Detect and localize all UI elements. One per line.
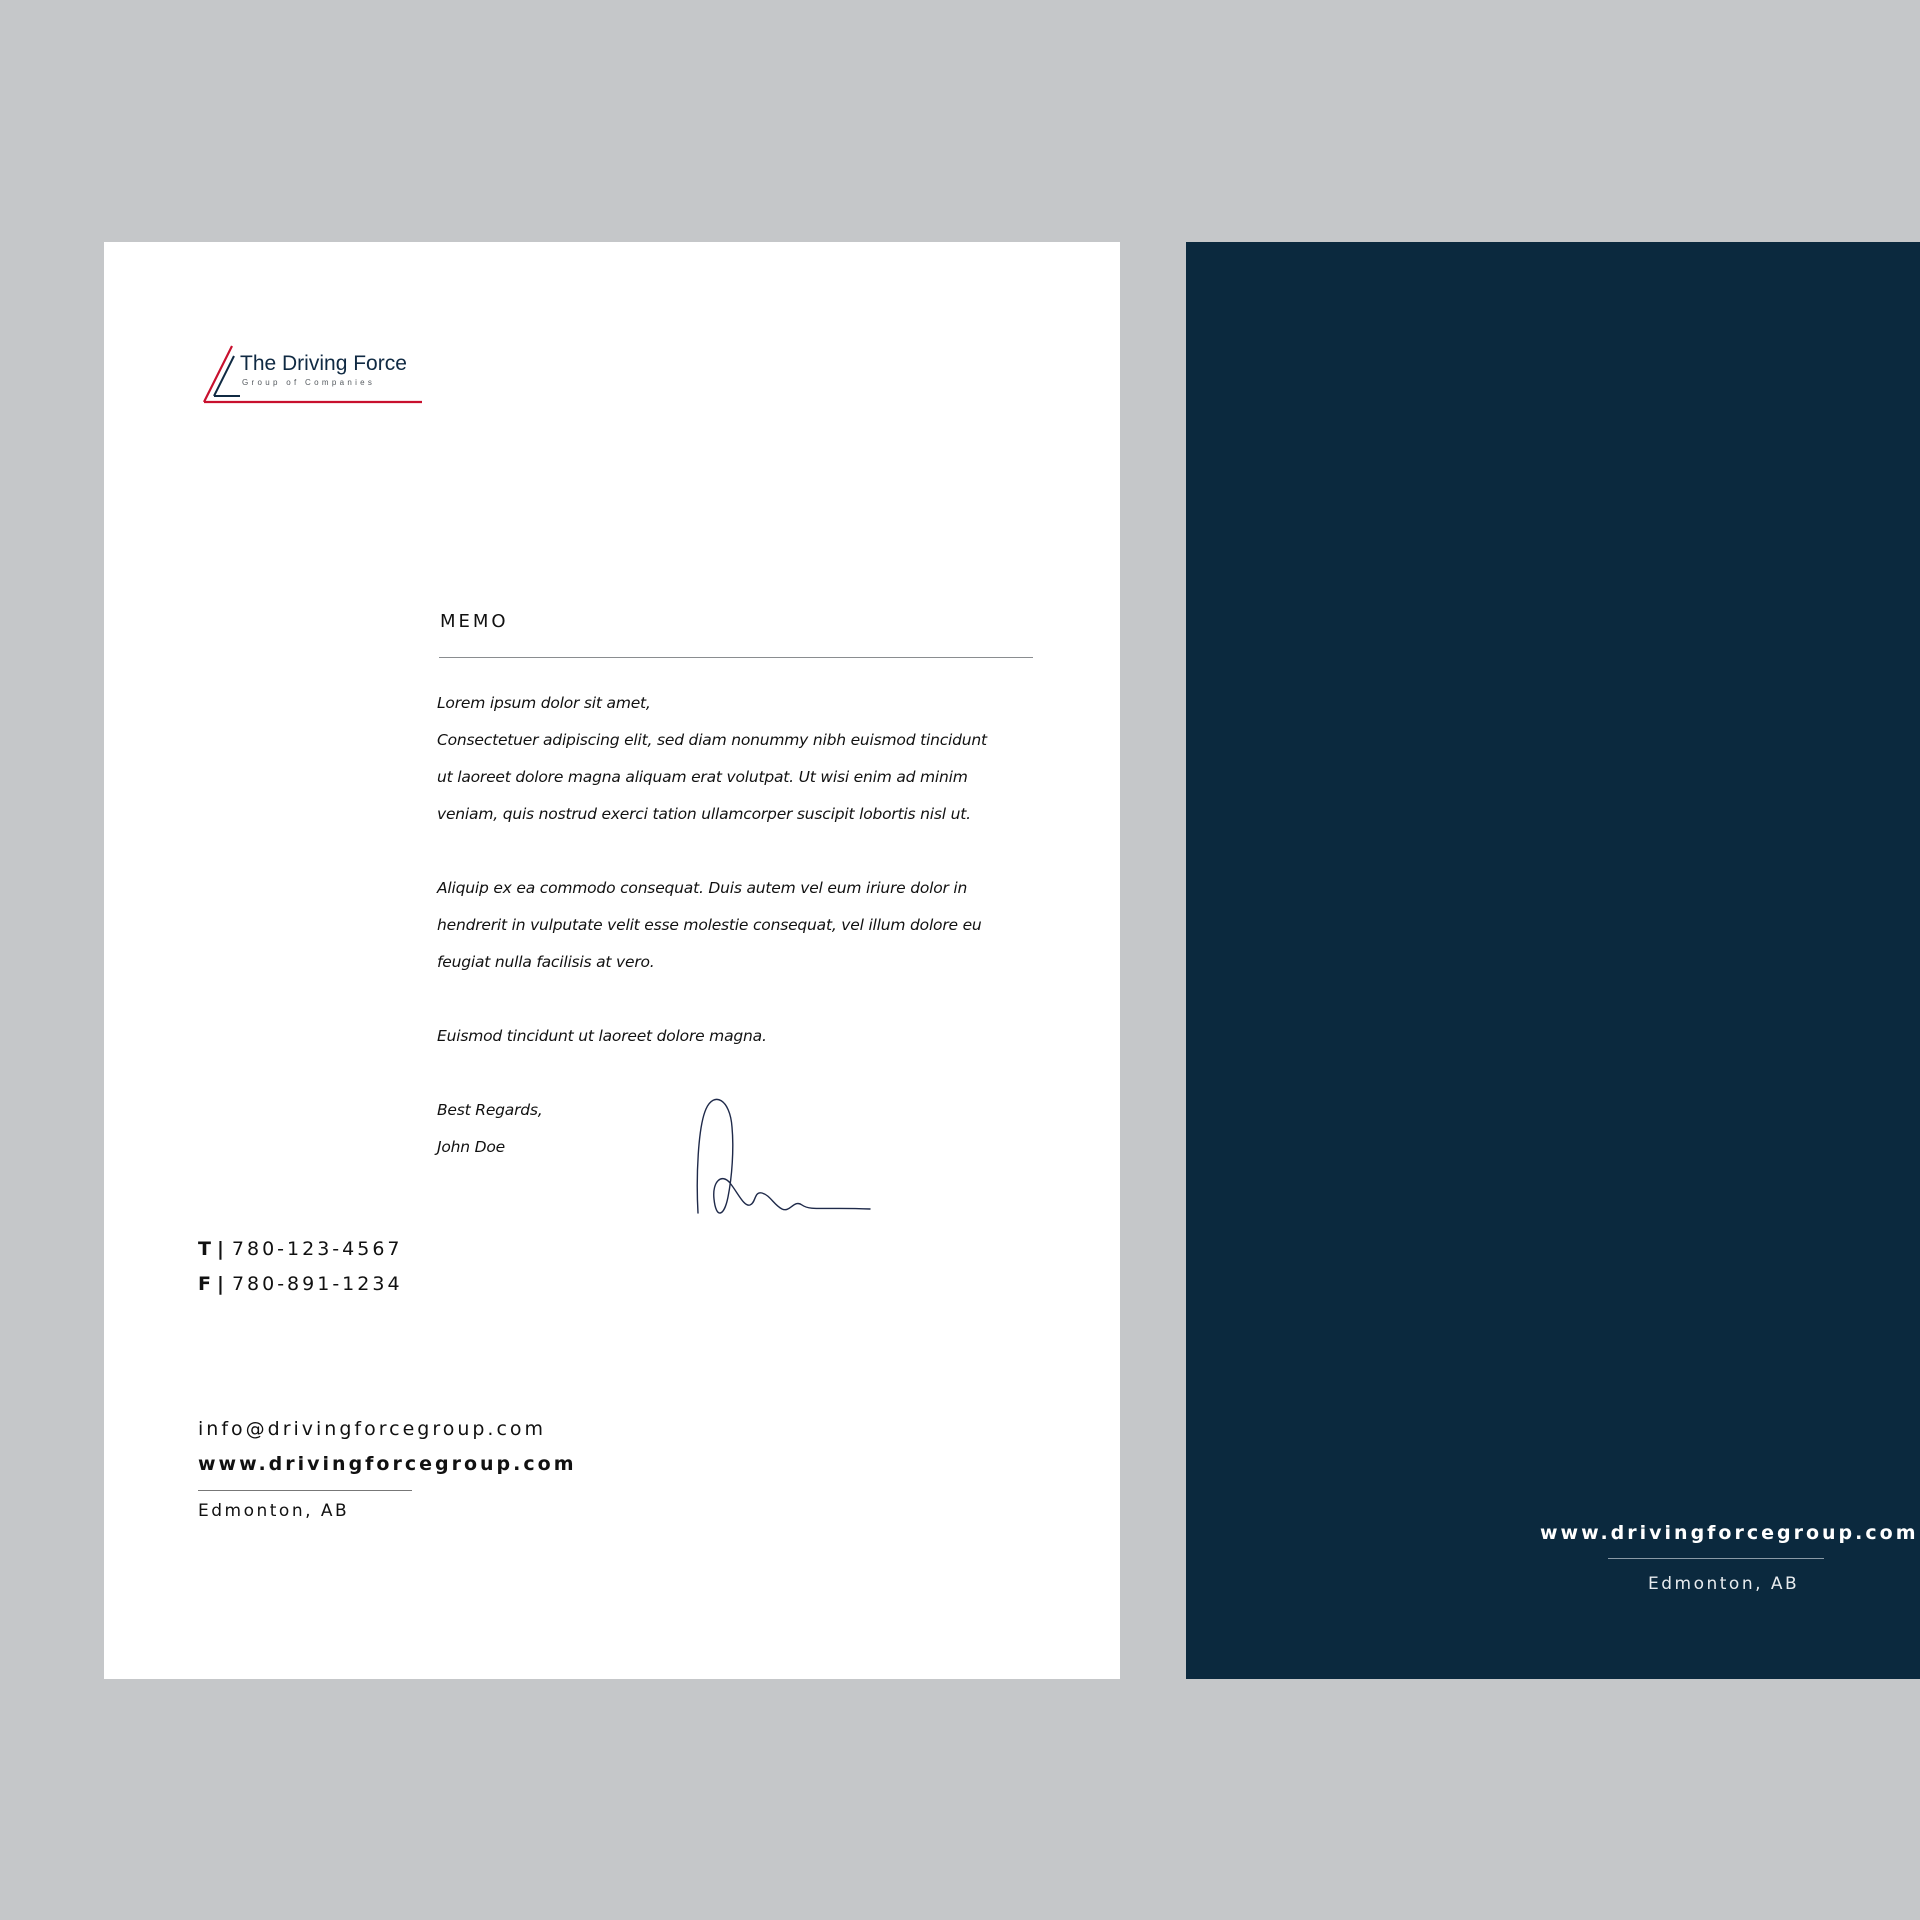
memo-greeting: Lorem ipsum dolor sit amet, (437, 694, 651, 712)
letterhead-front (104, 242, 1120, 1679)
fax-line: F | 780-891-1234 (198, 1273, 403, 1295)
memo-line: veniam, quis nostrud exerci tation ullamcorper suscipit lobortis nisl ut. (437, 805, 971, 823)
contact-numbers (198, 1232, 403, 1302)
fax-number: 780-891-1234 (231, 1273, 403, 1295)
fax-label: F (198, 1273, 211, 1295)
phone-label: T (198, 1238, 211, 1260)
memo-line: ut laoreet dolore magna aliquam erat volutpat. Ut wisi enim ad minim (437, 768, 968, 786)
memo-title: MEMO (440, 611, 509, 632)
front-footer (198, 1412, 577, 1521)
memo-line: feugiat nulla facilisis at vero. (437, 953, 655, 971)
phone-number: 780-123-4567 (231, 1238, 403, 1260)
logo-subtitle: Group of Companies (242, 378, 376, 387)
memo-line: Consectetuer adipiscing elit, sed diam nonummy nibh euismod tincidunt (437, 731, 987, 749)
memo-line: hendrerit in vulputate velit esse molestie consequat, vel illum dolore eu (437, 916, 982, 934)
memo-line: Euismod tincidunt ut laoreet dolore magna. (437, 1027, 767, 1045)
company-logo (200, 342, 430, 412)
memo-closing: Best Regards, (437, 1101, 543, 1119)
email-address: info@drivingforcegroup.com (198, 1418, 547, 1440)
letterhead-back (1186, 242, 1920, 1679)
website-url: www.drivingforcegroup.com (198, 1453, 577, 1475)
signature-icon (694, 1087, 874, 1227)
memo-divider (439, 657, 1033, 658)
memo-signer: John Doe (437, 1138, 505, 1156)
logo-name: The Driving Force (240, 352, 407, 375)
back-city: Edmonton, AB (1648, 1574, 1800, 1594)
phone-line: T | 780-123-4567 (198, 1238, 403, 1260)
memo-line: Aliquip ex ea commodo consequat. Duis autem vel eum iriure dolor in (437, 879, 968, 897)
footer-divider (198, 1490, 412, 1491)
city-location: Edmonton, AB (198, 1501, 350, 1521)
back-divider (1608, 1558, 1824, 1559)
back-website-url: www.drivingforcegroup.com (1540, 1522, 1919, 1544)
